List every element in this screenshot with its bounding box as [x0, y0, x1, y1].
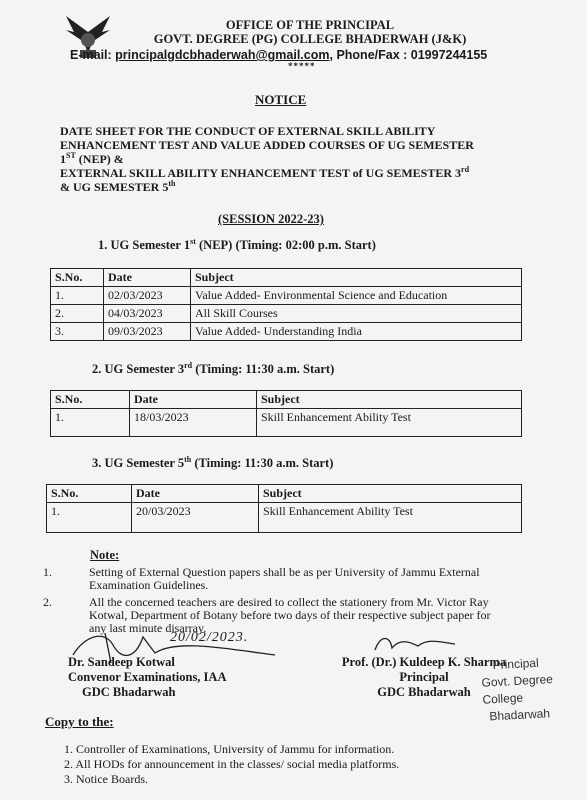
notice-subject: DATE SHEET FOR THE CONDUCT OF EXTERNAL SKILL ABILITY ENHANCEMENT TEST AND VALUE ADDED COURSES OF UG SEMESTER 1ST (NEP) & EXTERNAL SKILL ABILITY ENHANCEMENT TEST of UG SEMESTER 3rd & UG SEMESTER 5th: [60, 124, 474, 194]
signature-date: 20/02/2023.: [170, 630, 249, 645]
semester-5-heading: 3. UG Semester 5th (Timing: 11:30 a.m. Start): [92, 454, 334, 470]
email-link[interactable]: principalgdcbhaderwah@gmail.com: [115, 48, 330, 62]
note-title: Note:: [90, 548, 120, 562]
office-title: OFFICE OF THE PRINCIPAL: [225, 18, 395, 32]
right-signature-icon: [370, 630, 460, 658]
table-row: 2. 04/03/2023 All Skill Courses: [51, 305, 522, 323]
table-row: 1. 18/03/2023 Skill Enhancement Ability Test: [51, 409, 522, 437]
semester-5-table: [46, 484, 522, 533]
table-row: 3. 09/03/2023 Value Added- Understanding India: [51, 323, 522, 341]
left-signatory: Dr. Sandeep Kotwal Convenor Examinations, IAA GDC Bhadarwah: [68, 655, 227, 699]
table-header-row: S.No. Date Subject: [51, 269, 522, 287]
phone-fax: , Phone/Fax : 01997244155: [329, 48, 488, 62]
table-row: 1. 02/03/2023 Value Added- Environmental Science and Education: [51, 287, 522, 305]
college-name: GOVT. DEGREE (PG) COLLEGE BHADERWAH (J&K): [153, 32, 467, 46]
copy-to-item: 2. All HODs for announcement in the classes/ social media platforms.: [64, 757, 400, 771]
right-signatory: Prof. (Dr.) Kuldeep K. Sharma Principal GDC Bhadarwah: [341, 655, 507, 699]
table-header-row: S.No. Date Subject: [51, 391, 522, 409]
semester-1-table: [50, 268, 522, 341]
note-item: 1. Setting of External Question papers shall be as per University of Jammu External Examination Guidelines.: [43, 565, 480, 592]
session-label: (SESSION 2022-23): [218, 212, 324, 226]
semester-1-heading: 1. UG Semester 1st (NEP) (Timing: 02:00 p.m. Start): [98, 236, 376, 252]
copy-to-item: 1. Controller of Examinations, University of Jammu for information.: [64, 742, 395, 756]
header-stars: *****: [288, 61, 316, 71]
contact-line: [70, 48, 487, 62]
email-label: E-mail:: [70, 48, 112, 62]
semester-3-heading: 2. UG Semester 3rd (Timing: 11:30 a.m. Start): [92, 360, 335, 376]
semester-3-table: [50, 390, 522, 437]
copy-to-item: 3. Notice Boards.: [64, 772, 148, 786]
principal-stamp: Principal Govt. Degree College Bhadarwah: [481, 655, 554, 724]
table-header-row: S.No. Date Subject: [47, 485, 522, 503]
notice-title: NOTICE: [255, 92, 307, 107]
copy-to-title: Copy to the:: [45, 714, 114, 729]
note-item: 2. All the concerned teachers are desired to collect the stationery from Mr. Victor Ray Kotwal, Department of Botany before two days of their respective subject paper for any last minute disarray.: [43, 595, 491, 635]
table-row: 1. 20/03/2023 Skill Enhancement Ability Test: [47, 503, 522, 533]
